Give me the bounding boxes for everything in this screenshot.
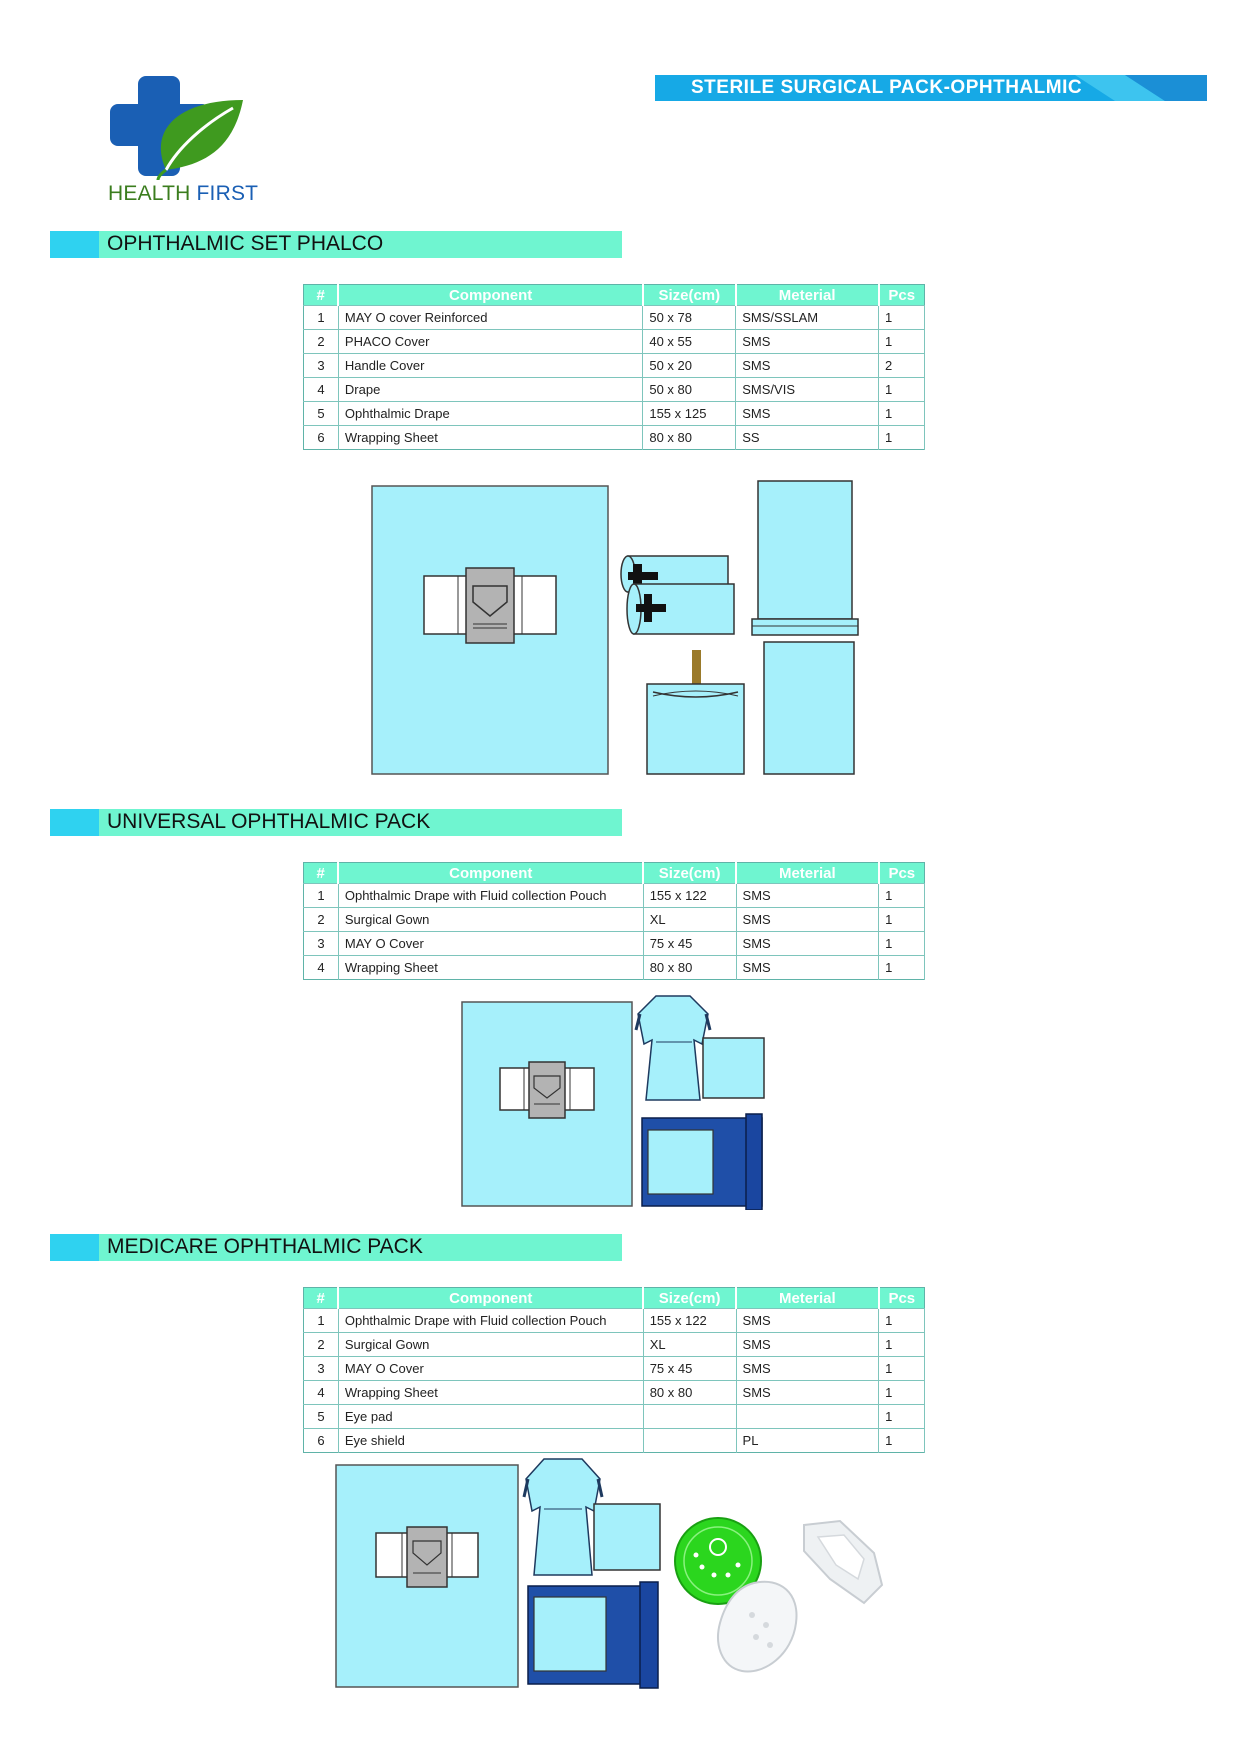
section-title: UNIVERSAL OPHTHALMIC PACK [107, 810, 431, 833]
cell-number: 5 [304, 1405, 339, 1429]
medicare-pack-illustration [334, 1455, 894, 1691]
handle-covers-image [621, 556, 734, 634]
cell-pcs: 1 [879, 932, 925, 956]
cell-number: 4 [304, 956, 339, 980]
table-row [304, 956, 925, 980]
cell-component: Surgical Gown [338, 1333, 643, 1357]
brand-name [108, 182, 258, 206]
cell-size: 50 x 78 [643, 306, 736, 330]
cell-component: Wrapping Sheet [338, 1381, 643, 1405]
ophthalmic-drape-image [372, 486, 608, 774]
section-header-universal [50, 809, 622, 836]
table-row [304, 884, 925, 908]
section-title: MEDICARE OPHTHALMIC PACK [107, 1235, 423, 1258]
cell-material: SMS [736, 1309, 879, 1333]
header-pcs: Pcs [879, 285, 925, 306]
brand-name-part2: FIRST [190, 182, 259, 205]
cell-number: 2 [304, 1333, 339, 1357]
header-pcs: Pcs [879, 863, 925, 884]
table-row [304, 354, 925, 378]
health-first-logo [108, 70, 278, 210]
components-table-phalco [303, 284, 925, 450]
cell-component: Ophthalmic Drape [338, 402, 642, 426]
cell-component: Wrapping Sheet [338, 956, 643, 980]
ophthalmic-drape-image [336, 1465, 518, 1687]
wrapping-sheet-image [528, 1582, 658, 1688]
cell-material: SMS [736, 402, 879, 426]
cell-pcs: 1 [879, 1357, 925, 1381]
cell-material: SMS [736, 932, 879, 956]
header-component: Component [338, 285, 642, 306]
cell-number: 2 [304, 908, 339, 932]
table-row [304, 426, 925, 450]
banner-title: STERILE SURGICAL PACK-OPHTHALMIC [691, 77, 1083, 98]
cell-number: 1 [304, 884, 339, 908]
ophthalmic-drape-image [462, 1002, 632, 1206]
header-component: Component [338, 1288, 643, 1309]
cell-number: 3 [304, 354, 339, 378]
cell-material: SMS [736, 1333, 879, 1357]
cell-component: Eye shield [338, 1429, 643, 1453]
table-row [304, 908, 925, 932]
surgical-gown-image [636, 996, 710, 1100]
cell-pcs: 1 [879, 402, 925, 426]
wrapping-sheet-image [764, 642, 854, 774]
mayo-cover-image [752, 481, 858, 635]
cell-component: MAY O cover Reinforced [338, 306, 642, 330]
section-header-phalco [50, 231, 622, 258]
cell-size: 80 x 80 [643, 426, 736, 450]
table-row [304, 932, 925, 956]
header-number: # [304, 285, 339, 306]
cell-pcs: 1 [879, 1381, 925, 1405]
cell-pcs: 1 [879, 426, 925, 450]
table-row [304, 402, 925, 426]
table-row [304, 1429, 925, 1453]
phalco-set-illustration [370, 478, 870, 778]
wrapping-sheet-image [642, 1114, 762, 1210]
section-chip [50, 1234, 99, 1261]
cell-number: 2 [304, 330, 339, 354]
universal-pack-illustration [460, 990, 780, 1210]
cell-pcs: 1 [879, 1405, 925, 1429]
cell-number: 6 [304, 426, 339, 450]
components-table-universal [303, 862, 925, 980]
cell-component: MAY O Cover [338, 932, 643, 956]
cell-size: 50 x 80 [643, 378, 736, 402]
cell-size: 50 x 20 [643, 354, 736, 378]
section-header-medicare [50, 1234, 622, 1261]
cell-component: PHACO Cover [338, 330, 642, 354]
cell-size: 155 x 122 [643, 1309, 736, 1333]
page-banner [655, 75, 1207, 101]
cell-size: XL [643, 1333, 736, 1357]
mayo-cover-image [594, 1504, 660, 1570]
cell-material: PL [736, 1429, 879, 1453]
cell-pcs: 1 [879, 378, 925, 402]
cell-pcs: 2 [879, 354, 925, 378]
cell-material: SMS/SSLAM [736, 306, 879, 330]
header-size: Size(cm) [643, 285, 736, 306]
cell-size: 80 x 80 [643, 1381, 736, 1405]
cell-size: 75 x 45 [643, 932, 736, 956]
cell-size: XL [643, 908, 736, 932]
cell-material: SMS [736, 354, 879, 378]
surgical-gown-image [524, 1459, 602, 1575]
brand-name-part1: HEALTH [108, 182, 191, 205]
cell-pcs: 1 [879, 330, 925, 354]
table-row [304, 1357, 925, 1381]
cell-pcs: 1 [879, 1333, 925, 1357]
section-title: OPHTHALMIC SET PHALCO [107, 232, 384, 255]
cell-material: SMS [736, 956, 879, 980]
cell-pcs: 1 [879, 1309, 925, 1333]
header-pcs: Pcs [879, 1288, 925, 1309]
phaco-cover-image [647, 650, 744, 774]
cell-number: 4 [304, 1381, 339, 1405]
cell-material: SMS [736, 908, 879, 932]
cell-number: 4 [304, 378, 339, 402]
cell-size: 155 x 125 [643, 402, 736, 426]
cell-pcs: 1 [879, 306, 925, 330]
cell-material: SS [736, 426, 879, 450]
section-chip [50, 231, 99, 258]
cell-component: Drape [338, 378, 642, 402]
cell-size: 80 x 80 [643, 956, 736, 980]
header-material: Meterial [736, 285, 879, 306]
cell-pcs: 1 [879, 884, 925, 908]
mayo-cover-image [703, 1038, 764, 1098]
cell-number: 6 [304, 1429, 339, 1453]
table-header-row [304, 863, 925, 884]
header-material: Meterial [736, 1288, 879, 1309]
table-row [304, 1333, 925, 1357]
cell-number: 1 [304, 306, 339, 330]
cell-component: Ophthalmic Drape with Fluid collection Pouch [338, 1309, 643, 1333]
cell-number: 1 [304, 1309, 339, 1333]
cell-pcs: 1 [879, 1429, 925, 1453]
medical-cross-leaf-icon [108, 70, 248, 182]
cell-material [736, 1405, 879, 1429]
cell-size: 40 x 55 [643, 330, 736, 354]
header-number: # [304, 863, 339, 884]
table-row [304, 378, 925, 402]
cell-pcs: 1 [879, 908, 925, 932]
cell-material: SMS [736, 330, 879, 354]
header-size: Size(cm) [643, 863, 736, 884]
cell-number: 5 [304, 402, 339, 426]
header-material: Meterial [736, 863, 879, 884]
header-number: # [304, 1288, 339, 1309]
table-row [304, 1405, 925, 1429]
table-header-row [304, 1288, 925, 1309]
table-row [304, 306, 925, 330]
cell-pcs: 1 [879, 956, 925, 980]
cell-size [643, 1429, 736, 1453]
cell-component: Surgical Gown [338, 908, 643, 932]
cell-material: SMS [736, 884, 879, 908]
cell-material: SMS [736, 1357, 879, 1381]
cell-number: 3 [304, 932, 339, 956]
cell-component: Wrapping Sheet [338, 426, 642, 450]
cell-material: SMS/VIS [736, 378, 879, 402]
section-chip [50, 809, 99, 836]
table-row [304, 1309, 925, 1333]
cell-number: 3 [304, 1357, 339, 1381]
cell-size: 155 x 122 [643, 884, 736, 908]
components-table-medicare [303, 1287, 925, 1453]
cell-component: MAY O Cover [338, 1357, 643, 1381]
cell-component: Ophthalmic Drape with Fluid collection Pouch [338, 884, 643, 908]
table-row [304, 330, 925, 354]
header-component: Component [338, 863, 643, 884]
table-row [304, 1381, 925, 1405]
cell-component: Eye pad [338, 1405, 643, 1429]
cell-size [643, 1405, 736, 1429]
header-size: Size(cm) [643, 1288, 736, 1309]
cell-size: 75 x 45 [643, 1357, 736, 1381]
table-header-row [304, 285, 925, 306]
cell-component: Handle Cover [338, 354, 642, 378]
cell-material: SMS [736, 1381, 879, 1405]
